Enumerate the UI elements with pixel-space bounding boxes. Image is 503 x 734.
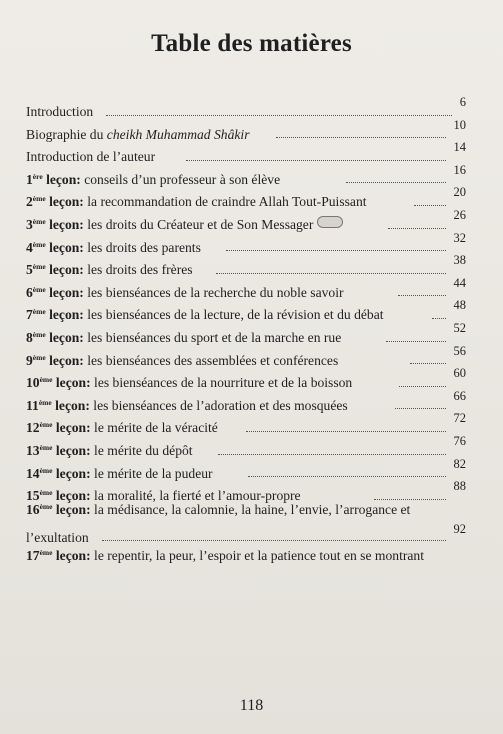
lecon-title: les bienséances du sport et de la marche en rue — [83, 329, 342, 345]
lecon-number: 17 — [26, 547, 40, 563]
lecon-ordinal: ème — [32, 352, 46, 362]
toc-entry-text — [26, 308, 384, 322]
lecon-number: 3 — [26, 216, 33, 232]
toc-entry-text — [26, 286, 344, 300]
lecon-number: 7 — [26, 307, 33, 323]
leader-dots — [218, 454, 446, 455]
leader-dots — [374, 499, 446, 500]
lecon-label: leçon: — [55, 547, 91, 563]
lecon-number: 1 — [26, 171, 33, 187]
toc-page-number: 6 — [459, 95, 466, 109]
toc-entry-text — [26, 354, 338, 368]
toc-entry-lecon-3 — [26, 209, 466, 232]
lecon-ordinal: ème — [39, 501, 53, 511]
lecon-title: la médisance, la calomnie, la haine, l’envie, l’arrogance et — [90, 501, 411, 517]
toc-page-number: 72 — [453, 411, 466, 426]
lecon-title: les droits des frères — [83, 262, 193, 278]
toc-entry-text: Introduction — [26, 104, 94, 119]
lecon-label: leçon: — [49, 307, 84, 323]
toc-page-number: 88 — [453, 479, 466, 494]
lecon-ordinal: ème — [39, 488, 53, 498]
leader-dots — [248, 476, 446, 477]
leader-dots — [216, 273, 446, 274]
toc-page-number: 44 — [453, 275, 466, 290]
lecon-number: 5 — [26, 262, 33, 278]
lecon-ordinal: ème — [32, 307, 46, 317]
lecon-title: les bienséances de la recherche du noble savoir — [83, 284, 344, 300]
lecon-label: leçon: — [46, 171, 81, 187]
lecon-ordinal: ème — [39, 375, 53, 385]
toc-entry-text-prefix: Biographie du — [26, 126, 107, 142]
toc-entry-lecon-17 — [26, 545, 466, 569]
toc-entry-text — [26, 399, 348, 413]
toc-entry-lecon-13 — [26, 435, 466, 458]
lecon-title: les droits du Créateur et de Son Messager — [83, 216, 314, 232]
toc-entry-lecon-7 — [26, 299, 466, 322]
toc-entry-text — [26, 195, 367, 209]
lecon-number: 11 — [26, 397, 39, 413]
toc-entry-lecon-10 — [26, 367, 466, 390]
lecon-label: leçon: — [55, 420, 91, 436]
lecon-number: 14 — [26, 465, 40, 481]
lecon-label: leçon: — [49, 329, 84, 345]
lecon-label: leçon: — [55, 397, 90, 413]
lecon-label: leçon: — [55, 442, 91, 458]
lecon-title: les bienséances de la lecture, de la révision et du débat — [83, 307, 384, 323]
toc-entry-introduction-auteur — [26, 141, 466, 164]
leader-dots — [246, 431, 446, 432]
lecon-number: 13 — [26, 442, 40, 458]
lecon-ordinal: ème — [32, 194, 46, 204]
toc-entry-text — [26, 173, 280, 187]
lecon-title: la moralité, la fierté et l’amour-propre — [90, 488, 301, 504]
lecon-label: leçon: — [49, 352, 84, 368]
lecon-label: leçon: — [49, 262, 84, 278]
toc-entry-text — [26, 331, 341, 345]
leader-dots — [388, 228, 446, 229]
toc-entry-lecon-2 — [26, 186, 466, 209]
lecon-ordinal: ème — [38, 397, 52, 407]
lecon-number: 8 — [26, 329, 33, 345]
toc-page-number: 32 — [453, 230, 466, 245]
lecon-number: 16 — [26, 501, 40, 517]
toc-page-number: 10 — [453, 117, 466, 132]
lecon-ordinal: ème — [32, 329, 46, 339]
lecon-title: le mérite de la véracité — [90, 420, 218, 436]
lecon-title: le mérite du dépôt — [90, 442, 193, 458]
lecon-ordinal: ème — [32, 284, 46, 294]
lecon-label: leçon: — [55, 501, 91, 517]
lecon-title: conseils d’un professeur à son élève — [80, 171, 281, 187]
toc-entry-text — [26, 263, 193, 277]
toc-page-number: 16 — [453, 162, 466, 177]
leader-dots — [226, 250, 446, 251]
leader-dots — [346, 182, 446, 183]
lecon-ordinal: ème — [39, 442, 53, 452]
toc-entry-lecon-12 — [26, 412, 466, 435]
leader-dots — [386, 341, 446, 342]
toc-entry-lecon-9 — [26, 345, 466, 368]
lecon-ordinal: ème — [39, 547, 53, 557]
page-title: Table des matières — [151, 30, 352, 57]
toc-entry-lecon-8 — [26, 322, 466, 345]
toc-page-number: 14 — [453, 140, 466, 155]
leader-dots — [410, 363, 446, 364]
lecon-label: leçon: — [49, 284, 84, 300]
toc-entry-lecon-16 — [26, 503, 466, 545]
toc-entry-text: Introduction de l’auteur — [26, 149, 156, 165]
lecon-label: leçon: — [55, 375, 91, 391]
leader-dots — [102, 540, 446, 541]
lecon-number: 4 — [26, 239, 33, 255]
toc-page-number: 20 — [453, 185, 466, 200]
toc-entry-text — [26, 549, 424, 563]
toc-entry-text — [26, 128, 250, 142]
table-of-contents — [26, 96, 466, 569]
lecon-title: les bienséances des assemblées et conférences — [83, 352, 339, 368]
toc-entry-lecon-11 — [26, 390, 466, 413]
lecon-ordinal: ème — [32, 262, 46, 272]
toc-entry-biographie — [26, 119, 466, 142]
lecon-label: leçon: — [49, 216, 84, 232]
leader-dots — [186, 160, 446, 161]
toc-page-number: 60 — [453, 366, 466, 381]
toc-page-number: 56 — [453, 343, 466, 358]
lecon-title: les droits des parents — [83, 239, 201, 255]
leader-dots — [414, 205, 446, 206]
toc-entry-text — [26, 503, 410, 517]
lecon-number: 15 — [26, 488, 40, 504]
lecon-ordinal: ère — [32, 171, 43, 181]
lecon-ordinal: ème — [32, 216, 46, 226]
toc-page-number: 52 — [453, 320, 466, 335]
toc-page-number: 92 — [453, 521, 466, 536]
lecon-ordinal: ème — [39, 465, 53, 475]
lecon-label: leçon: — [49, 194, 84, 210]
toc-entry-text — [26, 444, 193, 458]
leader-dots — [398, 295, 446, 296]
lecon-title: le repentir, la peur, l’espoir et la patience tout en se montrant — [90, 547, 424, 563]
leader-dots — [395, 408, 446, 409]
leader-dots — [432, 318, 446, 319]
lecon-number: 2 — [26, 194, 33, 210]
toc-entry-lecon-14 — [26, 458, 466, 481]
toc-entry-lecon-1 — [26, 164, 466, 187]
lecon-title: les bienséances de la nourriture et de la boisson — [90, 375, 353, 391]
toc-entry-lecon-5 — [26, 254, 466, 277]
lecon-title: les bienséances de l’adoration et des mosquées — [89, 397, 348, 413]
toc-entry-text — [26, 489, 301, 503]
toc-entry-lecon-6 — [26, 277, 466, 300]
lecon-label: leçon: — [55, 465, 91, 481]
page-number-footer: 118 — [239, 697, 264, 714]
lecon-label: leçon: — [55, 488, 91, 504]
toc-entry-text-continued: l’exultation — [26, 530, 89, 546]
toc-page-number: 38 — [453, 253, 466, 268]
leader-dots — [399, 386, 446, 387]
toc-entry-text — [26, 216, 343, 232]
toc-page-number: 48 — [453, 298, 466, 313]
lecon-ordinal: ème — [32, 239, 46, 249]
toc-entry-text — [26, 467, 213, 481]
toc-entry-text — [26, 376, 352, 390]
lecon-number: 6 — [26, 284, 33, 300]
toc-page-number: 76 — [453, 433, 466, 448]
lecon-title: le mérite de la pudeur — [90, 465, 213, 481]
lecon-ordinal: ème — [39, 420, 53, 430]
lecon-label: leçon: — [49, 239, 84, 255]
lecon-number: 9 — [26, 352, 33, 368]
lecon-number: 10 — [26, 375, 40, 391]
toc-entry-introduction — [26, 96, 466, 119]
toc-page-number: 66 — [453, 388, 466, 403]
salawat-glyph-icon — [317, 216, 343, 228]
toc-page-number: 82 — [453, 456, 466, 471]
toc-entry-text — [26, 241, 201, 255]
lecon-number: 12 — [26, 420, 40, 436]
lecon-title: la recommandation de craindre Allah Tout-Puissant — [83, 194, 367, 210]
toc-entry-lecon-15 — [26, 480, 466, 503]
toc-entry-lecon-4 — [26, 232, 466, 255]
toc-page-number: 26 — [453, 207, 466, 222]
toc-entry-text-italic: cheikh Muhammad Shâkir — [106, 126, 250, 142]
leader-dots — [276, 137, 446, 138]
leader-dots — [106, 115, 452, 116]
toc-entry-text — [26, 421, 218, 435]
